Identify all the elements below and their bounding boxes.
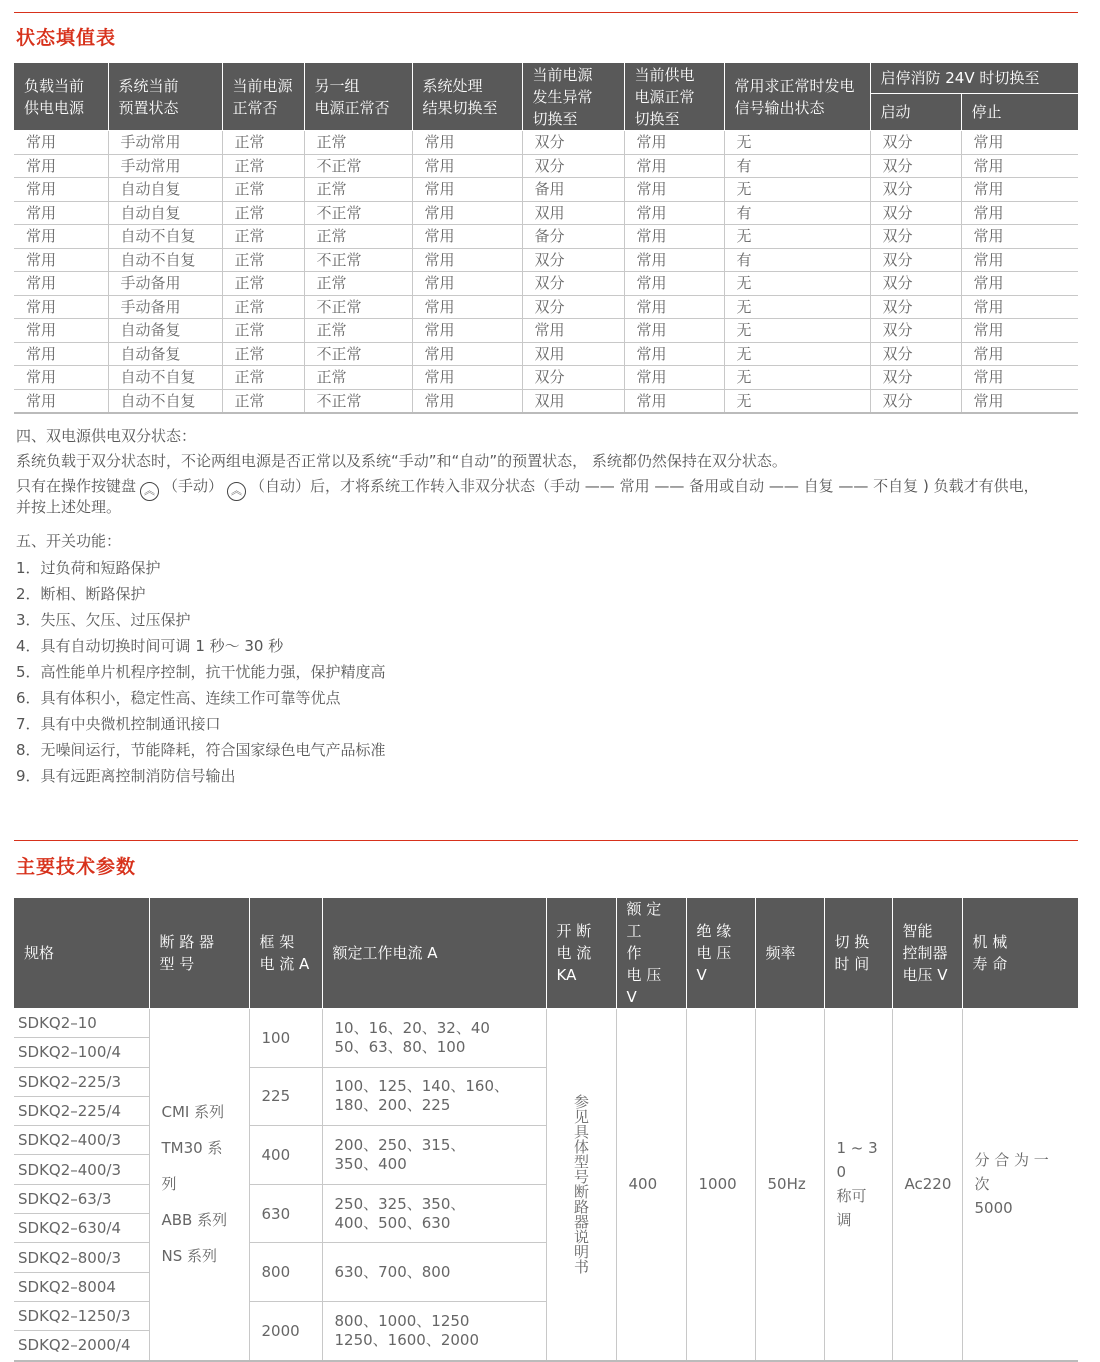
breaker-models: CMI 系列 TM30 系列 ABB 系列 NS 系列 <box>149 1009 249 1361</box>
state-cell: 正常 <box>222 342 304 366</box>
state-cell: 有 <box>724 201 870 225</box>
state-cell: 常用 <box>14 366 108 390</box>
spec-model: SDKQ2–225/4 <box>14 1096 149 1125</box>
function-item: 9．具有远距离控制消防信号输出 <box>16 767 236 785</box>
state-cell: 常用 <box>412 154 522 178</box>
state-cell: 常用 <box>961 178 1078 202</box>
spec-table-body <box>14 1009 1078 1361</box>
state-cell: 手动常用 <box>108 131 222 155</box>
spec-table-title: 主要技术参数 <box>16 856 137 878</box>
state-cell: 常用 <box>624 178 724 202</box>
state-cell: 正常 <box>304 272 412 296</box>
state-cell: 无 <box>724 178 870 202</box>
state-cell: 正常 <box>222 272 304 296</box>
state-cell: 不正常 <box>304 389 412 413</box>
state-cell: 正常 <box>304 178 412 202</box>
state-cell: 双分 <box>522 366 624 390</box>
state-cell: 备用 <box>522 178 624 202</box>
function-item: 3．失压、欠压、过压保护 <box>16 611 191 629</box>
dual-state-line-1: 系统负载于双分状态时，不论两组电源是否正常以及系统“手动”和“自动”的预置状态， 系统都仍然保持在双分状态。 <box>16 452 787 470</box>
header-abnormal-switch: 当前电源 发生异常 切换至 <box>522 63 624 131</box>
state-cell: 双分 <box>522 154 624 178</box>
header-current-normal: 当前电源 正常否 <box>222 63 304 131</box>
spec-row <box>14 1009 1078 1038</box>
dual-state-line-2 <box>16 475 1080 501</box>
state-cell: 双用 <box>522 342 624 366</box>
spec-header-row <box>14 898 1078 1009</box>
up-chevron-circle-icon-2: ︽ <box>227 482 246 501</box>
state-cell: 无 <box>724 319 870 343</box>
function-item: 6．具有体积小，稳定性高、连续工作可靠等优点 <box>16 689 341 707</box>
state-cell: 双分 <box>870 342 961 366</box>
spec-model: SDKQ2–63/3 <box>14 1184 149 1213</box>
state-cell: 正常 <box>222 131 304 155</box>
state-cell: 常用 <box>412 248 522 272</box>
rated-currents: 800、1000、1250 1250、1600、2000 <box>322 1301 546 1360</box>
top-rule <box>14 12 1078 13</box>
mechanical-life: 分 合 为 一 次 5000 <box>962 1009 1078 1361</box>
frame-current: 2000 <box>249 1301 322 1360</box>
state-cell: 正常 <box>304 131 412 155</box>
state-cell: 常用 <box>412 272 522 296</box>
state-cell: 常用 <box>412 342 522 366</box>
state-cell: 正常 <box>304 225 412 249</box>
state-cell: 正常 <box>222 154 304 178</box>
state-cell: 常用 <box>14 131 108 155</box>
state-cell: 双分 <box>522 131 624 155</box>
state-cell: 双分 <box>870 201 961 225</box>
dual-state-line-2-a: 只有在操作按键盘 <box>16 477 137 495</box>
header-preset-state: 系统当前 预置状态 <box>108 63 222 131</box>
state-cell: 常用 <box>14 295 108 319</box>
state-cell: 自动自复 <box>108 178 222 202</box>
frequency: 50Hz <box>755 1009 824 1361</box>
state-cell: 自动备复 <box>108 319 222 343</box>
spec-model: SDKQ2–100/4 <box>14 1038 149 1067</box>
state-cell: 手动备用 <box>108 295 222 319</box>
function-item: 8．无噪间运行，节能降耗，符合国家绿色电气产品标准 <box>16 741 386 759</box>
state-table-body <box>14 131 1078 414</box>
state-cell: 不正常 <box>304 342 412 366</box>
spec-header-frame-current: 框 架 电 流 A <box>249 898 322 1009</box>
state-cell: 双分 <box>522 295 624 319</box>
state-cell: 常用 <box>412 389 522 413</box>
spec-header-frequency: 频率 <box>755 898 824 1009</box>
state-cell: 常用 <box>624 319 724 343</box>
header-signal-output: 常用求正常时发电 信号输出状态 <box>724 63 870 131</box>
insulation-voltage: 1000 <box>686 1009 755 1361</box>
state-cell: 双分 <box>870 272 961 296</box>
state-cell: 常用 <box>14 225 108 249</box>
state-cell: 常用 <box>412 319 522 343</box>
state-cell: 常用 <box>522 319 624 343</box>
state-cell: 常用 <box>14 319 108 343</box>
state-cell: 无 <box>724 225 870 249</box>
state-cell: 常用 <box>961 225 1078 249</box>
header-normal-switch: 当前供电 电源正常 切换至 <box>624 63 724 131</box>
frame-current: 630 <box>249 1184 322 1243</box>
dual-state-heading: 四、双电源供电双分状态： <box>16 427 197 445</box>
state-cell: 常用 <box>961 319 1078 343</box>
state-cell: 双用 <box>522 201 624 225</box>
frame-current: 100 <box>249 1009 322 1068</box>
state-cell: 常用 <box>961 295 1078 319</box>
rated-currents: 100、125、140、160、 180、200、225 <box>322 1067 546 1126</box>
header-fire-24v: 启停消防 24V 时切换至 <box>870 63 1078 94</box>
state-cell: 常用 <box>961 154 1078 178</box>
state-row <box>14 248 1078 272</box>
state-row <box>14 366 1078 390</box>
state-cell: 常用 <box>624 154 724 178</box>
state-cell: 常用 <box>14 178 108 202</box>
state-cell: 自动不自复 <box>108 389 222 413</box>
state-cell: 无 <box>724 366 870 390</box>
function-item: 4．具有自动切换时间可调 1 秒～ 30 秒 <box>16 637 284 655</box>
state-cell: 手动备用 <box>108 272 222 296</box>
spec-table <box>14 898 1078 1362</box>
state-value-table <box>14 63 1078 414</box>
state-row <box>14 389 1078 413</box>
functions-list <box>16 555 386 789</box>
dual-state-line-3: 并按上述处理。 <box>16 498 122 516</box>
spec-header-controller-voltage: 智能 控制器 电压 V <box>892 898 962 1009</box>
state-cell: 无 <box>724 131 870 155</box>
state-cell: 无 <box>724 272 870 296</box>
state-cell: 自动备复 <box>108 342 222 366</box>
state-cell: 常用 <box>14 272 108 296</box>
state-cell: 常用 <box>412 131 522 155</box>
state-row <box>14 225 1078 249</box>
state-cell: 常用 <box>624 248 724 272</box>
state-cell: 正常 <box>222 248 304 272</box>
state-cell: 正常 <box>222 366 304 390</box>
frame-current: 800 <box>249 1243 322 1302</box>
controller-voltage: Ac220 <box>892 1009 962 1361</box>
function-item: 1．过负荷和短路保护 <box>16 559 161 577</box>
spec-model: SDKQ2–800/3 <box>14 1243 149 1272</box>
state-cell: 双分 <box>870 319 961 343</box>
state-row <box>14 342 1078 366</box>
state-cell: 双分 <box>870 225 961 249</box>
spec-rule <box>14 840 1078 841</box>
state-cell: 常用 <box>14 201 108 225</box>
spec-model: SDKQ2–225/3 <box>14 1067 149 1096</box>
state-cell: 双分 <box>870 248 961 272</box>
header-other-normal: 另一组 电源正常否 <box>304 63 412 131</box>
state-row <box>14 154 1078 178</box>
state-cell: 双分 <box>870 389 961 413</box>
state-cell: 自动不自复 <box>108 366 222 390</box>
state-table-title: 状态填值表 <box>16 27 117 49</box>
state-row <box>14 178 1078 202</box>
state-cell: 常用 <box>961 389 1078 413</box>
state-row <box>14 295 1078 319</box>
state-cell: 常用 <box>961 131 1078 155</box>
spec-header-breaking-current: 开 断 电 流 KA <box>546 898 616 1009</box>
state-cell: 常用 <box>961 342 1078 366</box>
state-cell: 自动不自复 <box>108 248 222 272</box>
state-cell: 手动常用 <box>108 154 222 178</box>
switch-time: 1 ~ 3 0 称可调 <box>824 1009 892 1361</box>
rated-currents: 630、700、800 <box>322 1243 546 1302</box>
spec-model: SDKQ2–8004 <box>14 1272 149 1301</box>
spec-header-mechanical-life: 机 械 寿 命 <box>962 898 1078 1009</box>
state-cell: 常用 <box>624 342 724 366</box>
spec-model: SDKQ2–400/3 <box>14 1155 149 1184</box>
dual-state-line-2-c: （自动）后，才将系统工作转入非双分状态（手动 —— 常用 —— 备用或自动 —— 自复 —— 不自复 ) 负载才有供电， <box>250 477 1039 495</box>
frame-current: 400 <box>249 1126 322 1185</box>
frame-current: 225 <box>249 1067 322 1126</box>
state-cell: 常用 <box>412 225 522 249</box>
header-stop: 停止 <box>961 94 1078 131</box>
spec-header-insulation-voltage: 绝 缘 电 压 V <box>686 898 755 1009</box>
state-cell: 自动不自复 <box>108 225 222 249</box>
state-cell: 自动自复 <box>108 201 222 225</box>
state-cell: 有 <box>724 154 870 178</box>
function-item: 5．高性能单片机程序控制，抗干忧能力强，保护精度高 <box>16 663 386 681</box>
header-load-source: 负载当前 供电电源 <box>14 63 108 131</box>
state-cell: 常用 <box>412 366 522 390</box>
spec-model: SDKQ2–10 <box>14 1009 149 1038</box>
state-row <box>14 201 1078 225</box>
spec-header-rated-voltage: 额 定 工 作 电 压 V <box>616 898 686 1009</box>
state-cell: 常用 <box>961 248 1078 272</box>
state-cell: 双分 <box>870 366 961 390</box>
header-switch-result: 系统处理 结果切换至 <box>412 63 522 131</box>
state-cell: 常用 <box>624 225 724 249</box>
state-cell: 正常 <box>222 178 304 202</box>
state-cell: 常用 <box>624 131 724 155</box>
state-cell: 双用 <box>522 389 624 413</box>
function-item: 7．具有中央微机控制通讯接口 <box>16 715 221 733</box>
state-cell: 双分 <box>522 248 624 272</box>
state-row <box>14 319 1078 343</box>
state-cell: 常用 <box>624 295 724 319</box>
spec-model: SDKQ2–400/3 <box>14 1126 149 1155</box>
rated-currents: 250、325、350、 400、500、630 <box>322 1184 546 1243</box>
state-cell: 常用 <box>412 178 522 202</box>
state-cell: 常用 <box>624 366 724 390</box>
state-row <box>14 272 1078 296</box>
state-cell: 不正常 <box>304 154 412 178</box>
rated-currents: 10、16、20、32、40 50、63、80、100 <box>322 1009 546 1068</box>
rated-voltage: 400 <box>616 1009 686 1361</box>
up-chevron-circle-icon: ︽ <box>140 482 159 501</box>
state-cell: 双分 <box>522 272 624 296</box>
state-cell: 无 <box>724 389 870 413</box>
state-cell: 正常 <box>222 201 304 225</box>
state-cell: 常用 <box>624 389 724 413</box>
breaking-current-text: 参见具体型号断路器说明书 <box>572 1094 590 1275</box>
state-cell: 常用 <box>412 201 522 225</box>
state-cell: 双分 <box>870 178 961 202</box>
state-cell: 常用 <box>961 272 1078 296</box>
dual-state-line-2-b: （手动） <box>163 477 224 495</box>
state-cell: 常用 <box>14 248 108 272</box>
state-cell: 双分 <box>870 154 961 178</box>
spec-model: SDKQ2–2000/4 <box>14 1331 149 1361</box>
state-cell: 常用 <box>624 272 724 296</box>
state-cell: 正常 <box>222 389 304 413</box>
state-cell: 双分 <box>870 131 961 155</box>
state-cell: 双分 <box>870 295 961 319</box>
state-row <box>14 131 1078 155</box>
state-cell: 正常 <box>222 225 304 249</box>
state-cell: 无 <box>724 295 870 319</box>
state-cell: 常用 <box>624 201 724 225</box>
state-cell: 无 <box>724 342 870 366</box>
state-cell: 正常 <box>222 319 304 343</box>
spec-header-spec: 规格 <box>14 898 149 1009</box>
function-item: 2．断相、断路保护 <box>16 585 146 603</box>
state-cell: 正常 <box>304 319 412 343</box>
state-cell: 常用 <box>961 366 1078 390</box>
rated-currents: 200、250、315、 350、400 <box>322 1126 546 1185</box>
state-cell: 常用 <box>14 342 108 366</box>
spec-model: SDKQ2–630/4 <box>14 1214 149 1243</box>
state-cell: 正常 <box>222 295 304 319</box>
state-cell: 不正常 <box>304 248 412 272</box>
state-cell: 不正常 <box>304 295 412 319</box>
state-cell: 备分 <box>522 225 624 249</box>
breaking-current <box>546 1009 616 1361</box>
spec-header-rated-current: 额定工作电流 A <box>322 898 546 1009</box>
header-start: 启动 <box>870 94 961 131</box>
state-cell: 不正常 <box>304 201 412 225</box>
spec-model: SDKQ2–1250/3 <box>14 1301 149 1330</box>
state-cell: 正常 <box>304 366 412 390</box>
state-cell: 常用 <box>412 295 522 319</box>
state-cell: 常用 <box>961 201 1078 225</box>
functions-heading: 五、开关功能： <box>16 532 122 550</box>
state-cell: 有 <box>724 248 870 272</box>
spec-header-breaker-model: 断 路 器 型 号 <box>149 898 249 1009</box>
state-cell: 常用 <box>14 154 108 178</box>
spec-header-switch-time: 切 换 时 间 <box>824 898 892 1009</box>
state-cell: 常用 <box>14 389 108 413</box>
